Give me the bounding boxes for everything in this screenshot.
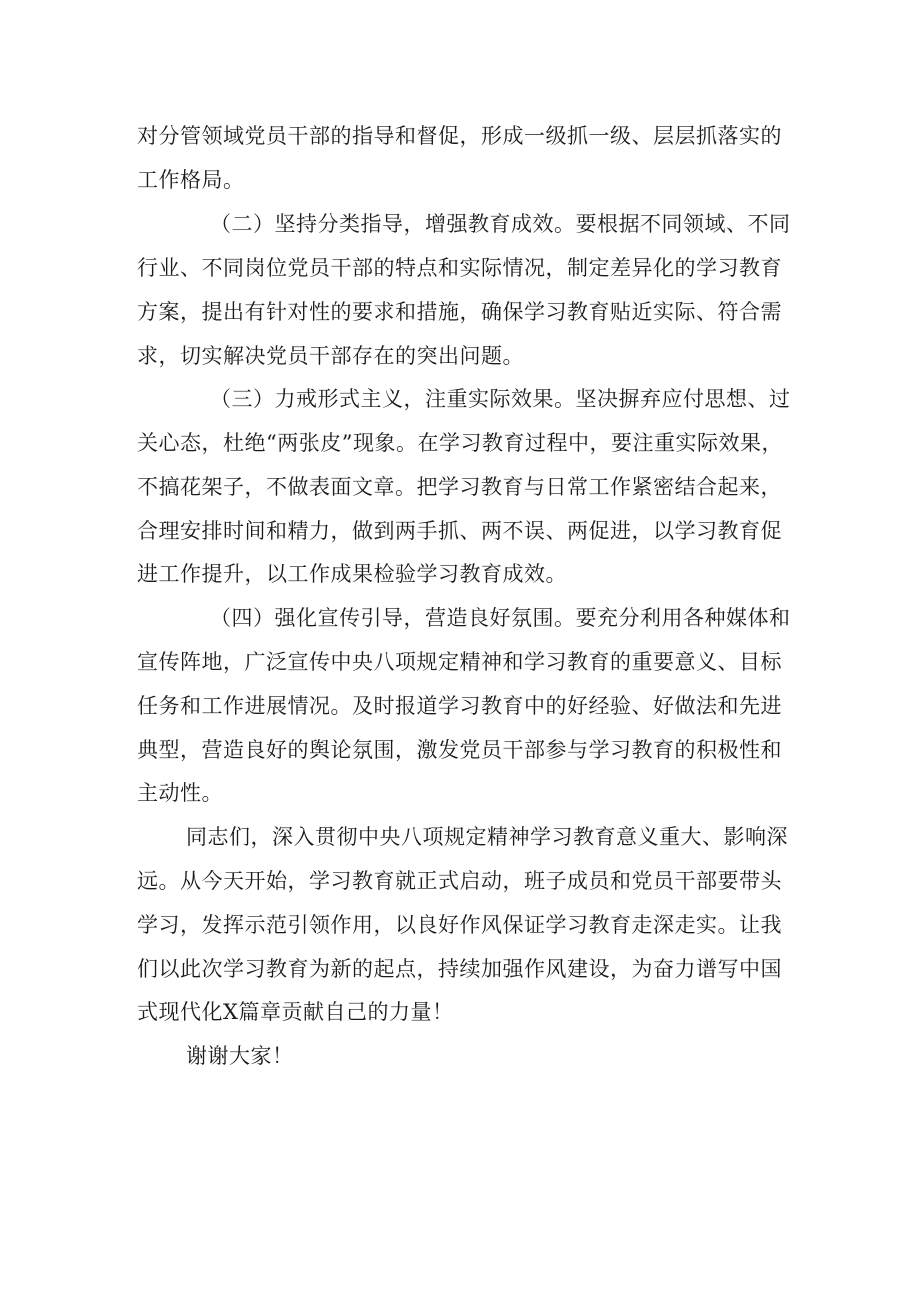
section-heading-line: （三）力戒形式主义，注重实际效果。坚决摒弃应付思想、过: [210, 387, 791, 411]
text-line: 进工作提升，以工作成果检验学习教育成效。: [137, 562, 567, 586]
closing-line: 谢谢大家！: [186, 1044, 294, 1068]
text-line: 求，切实解决党员干部存在的突出问题。: [137, 344, 524, 368]
text-line: 典型，营造良好的舆论氛围，激发党员干部参与学习教育的积极性和: [137, 738, 782, 762]
section-heading-line: （二）坚持分类指导，增强教育成效。要根据不同领域、不同: [210, 212, 791, 236]
text-line: 主动性。: [137, 781, 223, 805]
text-line: 关心态，杜绝“两张皮”现象。在学习教育过程中，要注重实际效果，: [137, 431, 783, 455]
text-line: 们以此次学习教育为新的起点，持续加强作风建设，为奋力谱写中国: [137, 957, 782, 981]
text-line: 学习，发挥示范引领作用，以良好作风保证学习教育走深走实。让我: [137, 913, 782, 937]
text-line: 任务和工作进展情况。及时报道学习教育中的好经验、好做法和先进: [137, 694, 782, 718]
text-line: 不搞花架子，不做表面文章。把学习教育与日常工作紧密结合起来，: [137, 475, 782, 499]
text-line: 行业、不同岗位党员干部的特点和实际情况，制定差异化的学习教育: [137, 256, 782, 280]
section-heading-line: （四）强化宣传引导，营造良好氛围。要充分利用各种媒体和: [210, 606, 791, 630]
text-line: 工作格局。: [137, 168, 245, 192]
text-line: 远。从今天开始，学习教育就正式启动，班子成员和党员干部要带头: [137, 869, 782, 893]
text-line: 式现代化X篇章贡献自己的力量！: [137, 1000, 454, 1024]
text-line: 同志们，深入贯彻中央八项规定精神学习教育意义重大、影响深: [186, 825, 788, 849]
text-line: 宣传阵地，广泛宣传中央八项规定精神和学习教育的重要意义、目标: [137, 650, 782, 674]
text-line: 对分管领域党员干部的指导和督促，形成一级抓一级、层层抓落实的: [137, 124, 782, 148]
text-line: 方案，提出有针对性的要求和措施，确保学习教育贴近实际、符合需: [137, 300, 782, 324]
text-line: 合理安排时间和精力，做到两手抓、两不误、两促进，以学习教育促: [137, 519, 782, 543]
